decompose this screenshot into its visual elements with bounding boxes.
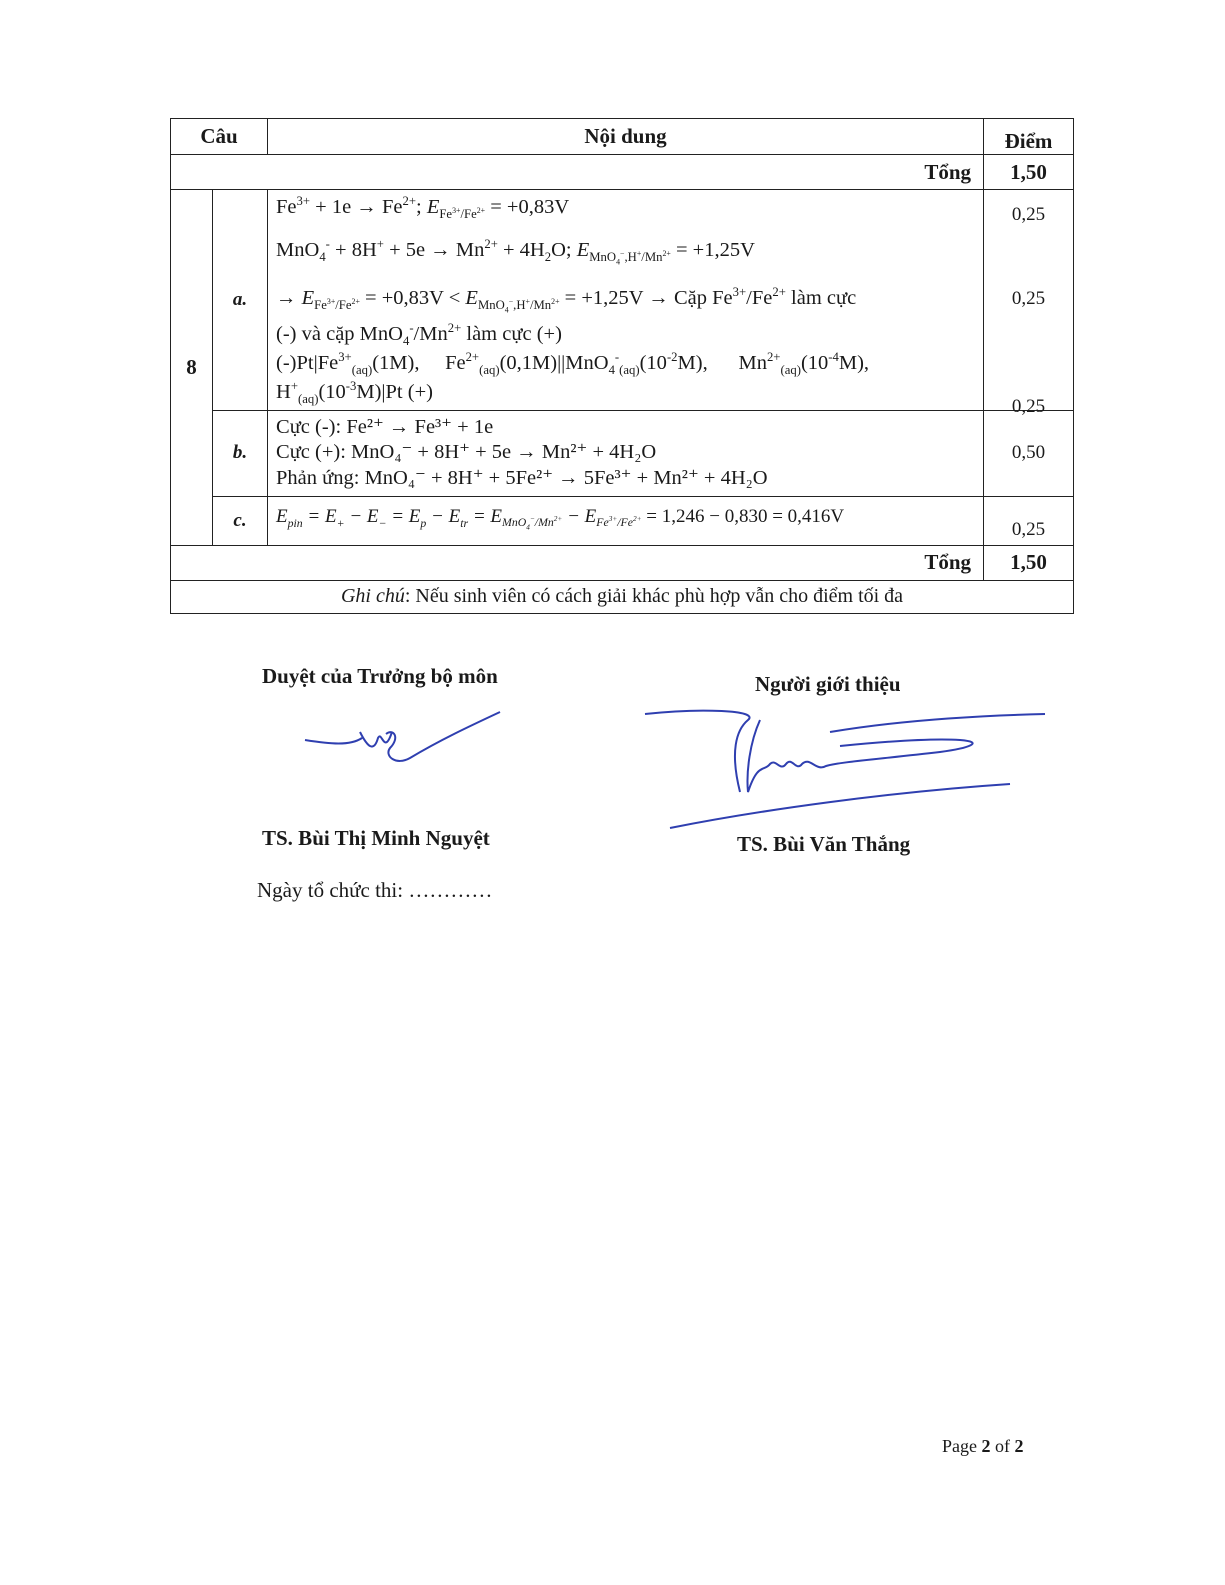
note-row: [171, 580, 1074, 613]
page-number: [942, 1436, 1024, 1457]
part-c-formula: $E_{pin} = E_+ - E_- = E_p - E_{tr} = E_{MnO_4^-/Mn^{2+}} - E_{Fe^{3+}/Fe^{2+}} = 1,246 - 0,830 = 0,416V$: [276, 505, 845, 532]
header-content: Nội dung: [268, 119, 984, 155]
part-a-points: [984, 190, 1074, 417]
note-label: Ghi chú: [340, 585, 405, 608]
part-b-line-2: Cực (+): MnO₄⁻ + 8H⁺ + 5e → Mn²⁺ + 4H₂O: [276, 441, 657, 464]
page-label: Page: [942, 1436, 977, 1456]
part-c-label: c.: [213, 496, 268, 545]
right-signature-name: TS. Bùi Văn Thắng: [737, 832, 911, 856]
header-points: Điểm: [984, 119, 1074, 155]
left-signature-name: TS. Bùi Thị Minh Nguyệt: [262, 826, 490, 850]
page-of: of: [995, 1436, 1010, 1456]
part-b-points: 0,50: [984, 410, 1074, 496]
total-value-top: 1,50: [984, 155, 1074, 190]
part-c-content: [268, 496, 984, 545]
part-c-result: = 1,246 − 0,830 = 0,416V: [646, 505, 845, 527]
left-signature-title: Duyệt của Trưởng bộ môn: [262, 664, 498, 688]
header-question: Câu: [171, 119, 268, 155]
left-signature-image: [300, 708, 510, 788]
part-c-points: 0,25: [984, 496, 1074, 545]
part-b-line-1: Cực (-): Fe²⁺ → Fe³⁺ + 1e: [276, 415, 494, 438]
part-b-label: b.: [213, 410, 268, 496]
part-a-pts-2: 0,25: [1011, 288, 1046, 309]
total-label-bottom: Tổng: [171, 545, 984, 580]
part-a-content: [268, 190, 984, 411]
part-a-pts-1: 0,25: [1011, 204, 1046, 225]
part-a-line-3: → $E_{Fe^{3+}/Fe^{2+}} = +0,83V < E_{MnO_4^-,H^+/Mn^{2+}} = +1,25V$ → Cặp $Fe^{3+}/Fe^{2+}$ làm cực: [276, 285, 857, 315]
part-b-line-3: Phản ứng: MnO₄⁻ + 8H⁺ + 5Fe²⁺ → 5Fe³⁺ + Mn²⁺ + 4H₂O: [276, 467, 768, 490]
question-number: 8: [171, 190, 213, 546]
part-a-line-2: $MnO_4^- + 8H^+ + 5e \to Mn^{2+} + 4H_2O$; $E_{MnO_4^-,H^+/Mn^{2+}} = +1,25V$: [276, 236, 755, 267]
exam-date-label: Ngày tổ chức thi: …………: [257, 878, 493, 902]
part-a-line-1: $Fe^{3+} + 1e \to Fe^{2+}$; $E_{Fe^{3+}/Fe^{2+}} = +0,83V$: [276, 194, 570, 221]
right-signature-title: Người giới thiệu: [755, 672, 901, 696]
part-a-line-4: (-) và cặp $MnO_4^-/Mn^{2+}$ làm cực (+): [276, 321, 562, 349]
part-a-line-6: $H^+_{(aq)}(10^{-3}M)|Pt$ (+): [276, 378, 433, 406]
total-label-top: Tổng: [171, 155, 984, 190]
part-a-pts-3: 0,25: [1011, 396, 1046, 417]
total-value-bottom: 1,50: [984, 545, 1074, 580]
part-a-label: a.: [213, 190, 268, 411]
answer-table: [170, 118, 1074, 614]
note-text: : Nếu sinh viên có cách giải khác phù hợp vẫn cho điểm tối đa: [404, 585, 904, 608]
part-b-content: [268, 410, 984, 496]
right-signature-image: [640, 702, 1050, 832]
page-current: 2: [981, 1436, 991, 1456]
page-total: 2: [1014, 1436, 1024, 1456]
part-a-line-5: $(-)Pt|Fe^{3+}_{(aq)}(1M)$, $Fe^{2+}_{(aq)}(0,1M)||MnO_4^-_{(aq)}(10^{-2}M)$, $Mn^{2+}_{(aq)}(10^{-4}M)$,: [276, 350, 870, 378]
